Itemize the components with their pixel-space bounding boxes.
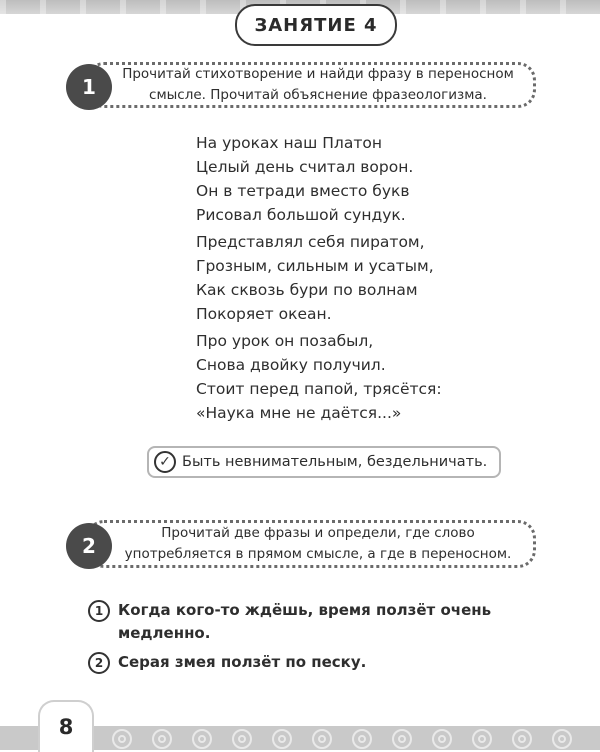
swirl-ornament [472, 729, 492, 749]
swirl-ornament [112, 729, 132, 749]
swirl-ornament [152, 729, 172, 749]
poem-line: На уроках наш Платон [196, 134, 382, 152]
swirl-ornament [352, 729, 372, 749]
swirl-ornament [432, 729, 452, 749]
poem-line: Покоряет океан. [196, 305, 332, 323]
swirl-ornament [312, 729, 332, 749]
poem-line: Представлял себя пиратом, [196, 233, 425, 251]
task2-instruction-box [86, 520, 536, 568]
swirl-ornament [232, 729, 252, 749]
sentence-number-badge: 1 [88, 600, 110, 622]
sentence-text [118, 599, 491, 645]
swirl-ornament [272, 729, 292, 749]
poem-line: Рисовал большой сундук. [196, 206, 406, 224]
swirl-ornament [392, 729, 412, 749]
task2-number-badge: 2 [66, 523, 112, 569]
sentence-item [88, 651, 548, 674]
task1-instruction-line1: Прочитай стихотворение и найди фразу в переносном [122, 66, 514, 82]
poem-stanza-2 [196, 230, 434, 326]
swirl-ornament [512, 729, 532, 749]
sentence-line: медленно. [118, 624, 211, 642]
sentence-item [88, 599, 548, 645]
poem-stanza-3 [196, 329, 442, 425]
poem-line: Грозным, сильным и усатым, [196, 257, 434, 275]
swirl-ornament [552, 729, 572, 749]
poem-line: Снова двойку получил. [196, 356, 386, 374]
task2-instruction-line1: Прочитай две фразы и определи, где слово [161, 525, 475, 541]
page-number: 8 [38, 700, 94, 752]
task1-instruction-box [86, 62, 536, 108]
poem-line: Целый день считал ворон. [196, 158, 414, 176]
answer-text: Быть невнимательным, бездельничать. [182, 454, 488, 470]
poem-line: Про урок он позабыл, [196, 332, 374, 350]
poem-line: Стоит перед папой, трясётся: [196, 380, 442, 398]
task2-instruction-line2: употребляется в прямом смысле, а где в переносном. [124, 546, 512, 562]
answer-box [147, 446, 501, 478]
poem-line: «Наука мне не даётся...» [196, 404, 402, 422]
sentence-line: Когда кого-то ждёшь, время ползёт очень [118, 601, 492, 619]
poem-line: Он в тетради вместо букв [196, 182, 410, 200]
swirl-ornament [192, 729, 212, 749]
sentence-text [118, 651, 366, 674]
task1-instruction-line2: смысле. Прочитай объяснение фразеологизма. [149, 87, 487, 103]
sentence-line: Серая змея ползёт по песку. [118, 653, 367, 671]
sentence-number-badge: 2 [88, 652, 110, 674]
lesson-title: ЗАНЯТИЕ 4 [235, 4, 397, 46]
poem-line: Как сквозь бури по волнам [196, 281, 418, 299]
poem-stanza-1 [196, 131, 413, 227]
checkmark-icon: ✓ [154, 451, 176, 473]
task1-number-badge: 1 [66, 64, 112, 110]
